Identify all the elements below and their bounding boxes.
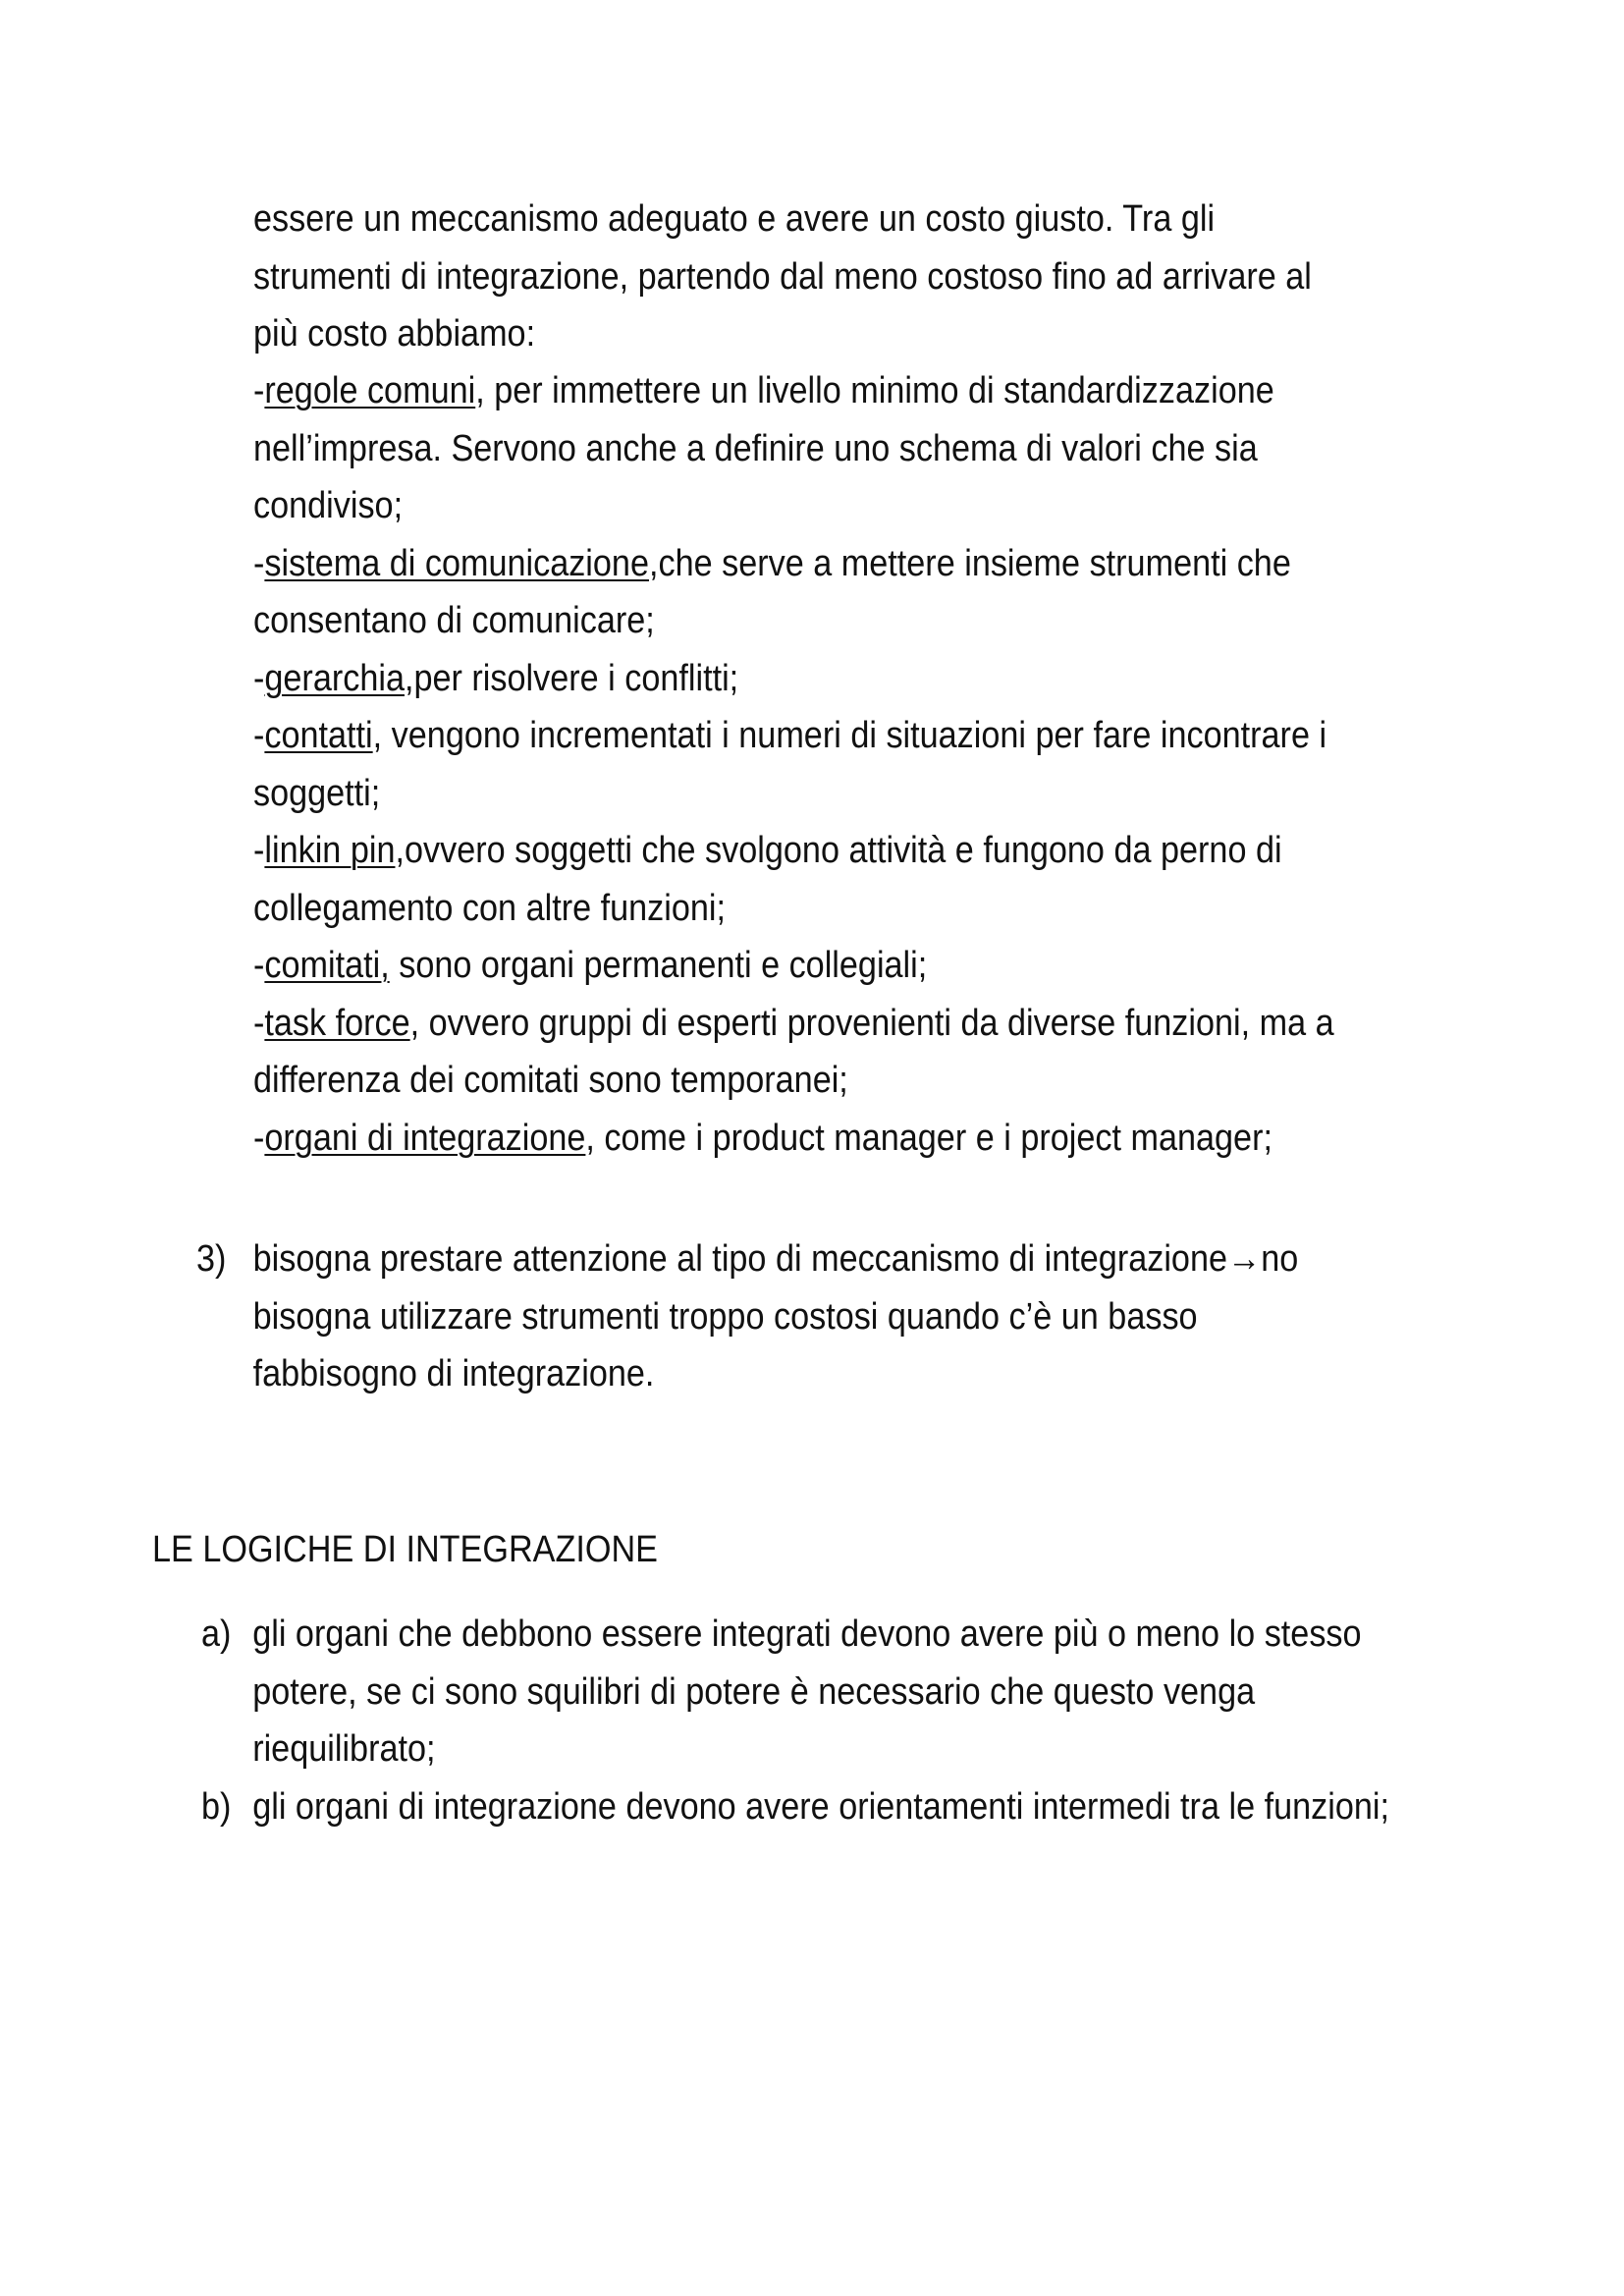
intro-text: essere un meccanismo adeguato e avere un costo giusto. Tra gli strumenti di integrazione, partendo dal meno costoso fino ad arrivare al più costo abbiamo:: [253, 198, 1312, 355]
list-item: [253, 707, 1349, 822]
item-text: sono organi permanenti e collegiali;: [389, 945, 928, 986]
item-prefix: -: [253, 542, 265, 584]
list-item: [201, 1606, 1438, 1778]
intro-paragraph: [253, 191, 1349, 363]
list-item: [253, 995, 1349, 1110]
list-item: [253, 362, 1349, 535]
item-term: contatti: [264, 715, 373, 756]
list-item: [253, 650, 1349, 708]
item-text: , ovvero gruppi di esperti provenienti da diverse funzioni, ma a differenza dei comitati sono temporanei;: [253, 1002, 1334, 1101]
list-item: [253, 937, 1349, 995]
list-item: [201, 1778, 1438, 1836]
item-prefix: -: [253, 657, 265, 699]
item-prefix: -: [253, 945, 265, 986]
list-marker: a): [201, 1613, 232, 1655]
item-term: organi di integrazione: [264, 1117, 586, 1159]
item-text: bisogna prestare attenzione al tipo di meccanismo di integrazione: [252, 1238, 1227, 1280]
item-term: task force: [264, 1002, 410, 1044]
list-item: [253, 1110, 1349, 1168]
item-text: ,ovvero soggetti che svolgono attività e fungono da perno di collegamento con altre funzioni;: [253, 830, 1282, 929]
item-term: regole comuni: [264, 370, 476, 411]
list-item: [253, 822, 1349, 937]
item-prefix: -: [253, 1117, 265, 1159]
list-marker: 3): [196, 1238, 227, 1280]
item-text: ,che serve a mettere insieme strumenti che consentano di comunicare;: [253, 542, 1291, 641]
list-item: [253, 535, 1349, 650]
item-prefix: -: [253, 830, 265, 871]
item-term: linkin pin: [264, 830, 396, 871]
arrow-icon: →: [1226, 1238, 1262, 1280]
lettered-list: [201, 1606, 1438, 1835]
item-text: ,per risolvere i conflitti;: [404, 657, 739, 699]
list-marker: b): [201, 1785, 232, 1828]
item-text-continued: no bisogna utilizzare strumenti troppo costosi quando c’è un basso fabbisogno di integrazione.: [252, 1238, 1299, 1394]
item-prefix: -: [253, 370, 265, 411]
item-text: gli organi che debbono essere integrati devono avere più o meno lo stesso potere, se ci sono squilibri di potere è necessario che questo venga riequilibrato;: [252, 1613, 1362, 1770]
item-prefix: -: [253, 715, 265, 756]
item-text: , per immettere un livello minimo di standardizzazione nell’impresa. Servono anche a definire uno schema di valori che sia condiviso;: [253, 370, 1274, 526]
item-text: , come i product manager e i project manager;: [585, 1117, 1272, 1159]
item-text: , vengono incrementati i numeri di situazioni per fare incontrare i soggetti;: [253, 715, 1327, 814]
item-text: gli organi di integrazione devono avere orientamenti intermedi tra le funzioni;: [252, 1785, 1389, 1828]
item-term: sistema di comunicazione: [264, 542, 649, 584]
item-prefix: -: [253, 1002, 265, 1044]
item-term: gerarchia: [264, 657, 405, 699]
integration-tools-list: [253, 362, 1349, 1167]
list-item: [196, 1230, 1363, 1403]
item-term: comitati,: [264, 945, 390, 986]
section-heading: LE LOGICHE DI INTEGRAZIONE: [152, 1529, 658, 1570]
numbered-list: [196, 1230, 1363, 1403]
